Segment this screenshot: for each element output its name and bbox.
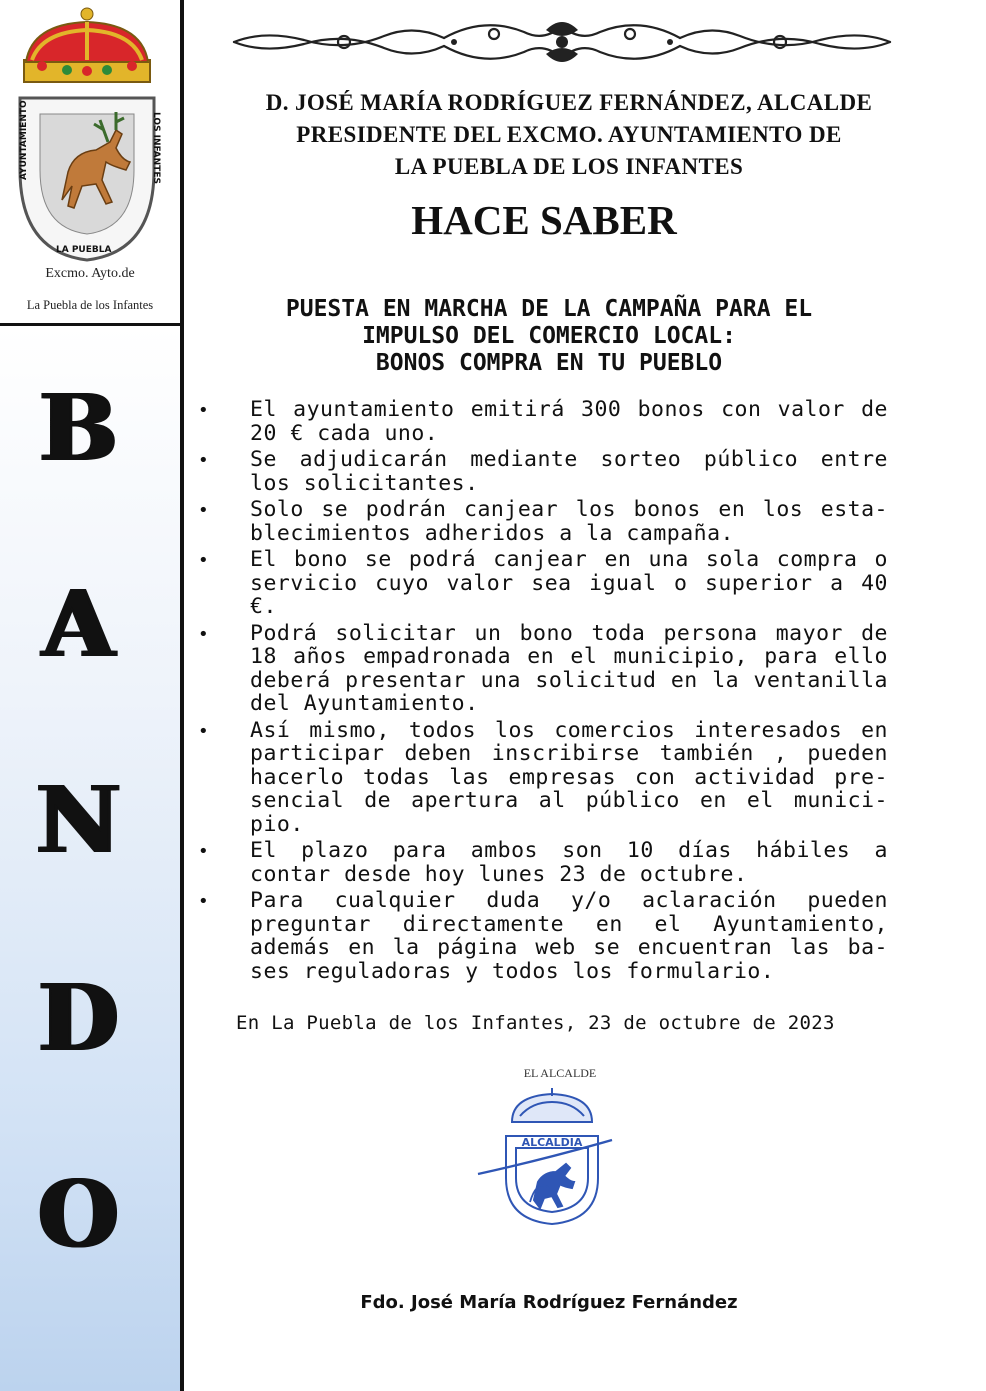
date-place-line: En La Puebla de los Infantes, 23 de octubre de 2023 <box>236 1012 835 1034</box>
announcement-list <box>196 398 888 986</box>
horizontal-divider <box>0 323 184 326</box>
coat-of-arms-icon <box>12 2 162 264</box>
list-item: • Así mismo, todos los comercios interesados en participar deben inscribirse también , pueden hacerlo todas las empresas con actividad pre-sencial de apertura al público en el munici-pio. <box>196 719 888 837</box>
subtitle-line-3: BONOS COMPRA EN TU PUEBLO <box>375 350 723 376</box>
svg-text:LA PUEBLA: LA PUEBLA <box>56 245 112 255</box>
coat-of-arms-panel <box>0 0 184 325</box>
list-item: • El plazo para ambos son 10 días hábiles a contar desde hoy lunes 23 de octubre. <box>196 839 888 886</box>
stamp-text: ALCALDIA <box>521 1136 583 1149</box>
official-stamp-icon <box>472 1082 632 1232</box>
alcalde-label: EL ALCALDE <box>523 1066 597 1080</box>
ayto-town-label: La Puebla de los Infantes <box>26 298 154 312</box>
list-item: • Solo se podrán canjear los bonos en los esta-blecimientos adheridos a la campaña. <box>196 498 888 545</box>
ornament-divider-icon <box>224 12 900 72</box>
subtitle-line-2: IMPULSO DEL COMERCIO LOCAL: <box>362 323 736 349</box>
svg-text:LOS INFANTES: LOS INFANTES <box>151 112 161 184</box>
bando-letter-d: D <box>38 964 118 1072</box>
list-item: • El bono se podrá canjear en una sola compra o servicio cuyo valor sea igual o superior a 40 €. <box>196 548 888 619</box>
header-mayor-line: D. JOSÉ MARÍA RODRÍGUEZ FERNÁNDEZ, ALCALDE <box>265 90 873 115</box>
bando-letter-a: A <box>42 570 114 678</box>
svg-text:AYUNTAMIENTO: AYUNTAMIENTO <box>19 100 29 180</box>
ayto-abbrev-label: Excmo. Ayto.de <box>45 266 135 281</box>
list-item: • El ayuntamiento emitirá 300 bonos con valor de 20 € cada uno. <box>196 398 888 445</box>
bando-letter-n: N <box>35 766 121 874</box>
list-item: • Podrá solicitar un bono toda persona mayor de 18 años empadronada en el municipio, para ello deberá presentar una solicitud en la ventanilla del Ayuntamiento. <box>196 622 888 716</box>
subtitle-line-1: PUESTA EN MARCHA DE LA CAMPAÑA PARA EL <box>285 296 813 322</box>
list-item: • Se adjudicarán mediante sorteo público entre los solicitantes. <box>196 448 888 495</box>
bando-letter-o: O <box>37 1160 119 1268</box>
bando-letter-b: B <box>39 374 117 482</box>
list-item: • Para cualquier duda y/o aclaración pueden preguntar directamente en el Ayuntamiento, además en la página web se encuentran las ba-ses reguladoras y todos los formulario. <box>196 889 888 983</box>
header-town-line: LA PUEBLA DE LOS INFANTES <box>394 154 744 179</box>
hace-saber-title: HACE SABER <box>411 197 677 243</box>
signature-line: Fdo. José María Rodríguez Fernández <box>360 1292 738 1313</box>
header-president-line: PRESIDENTE DEL EXCMO. AYUNTAMIENTO DE <box>296 122 842 147</box>
